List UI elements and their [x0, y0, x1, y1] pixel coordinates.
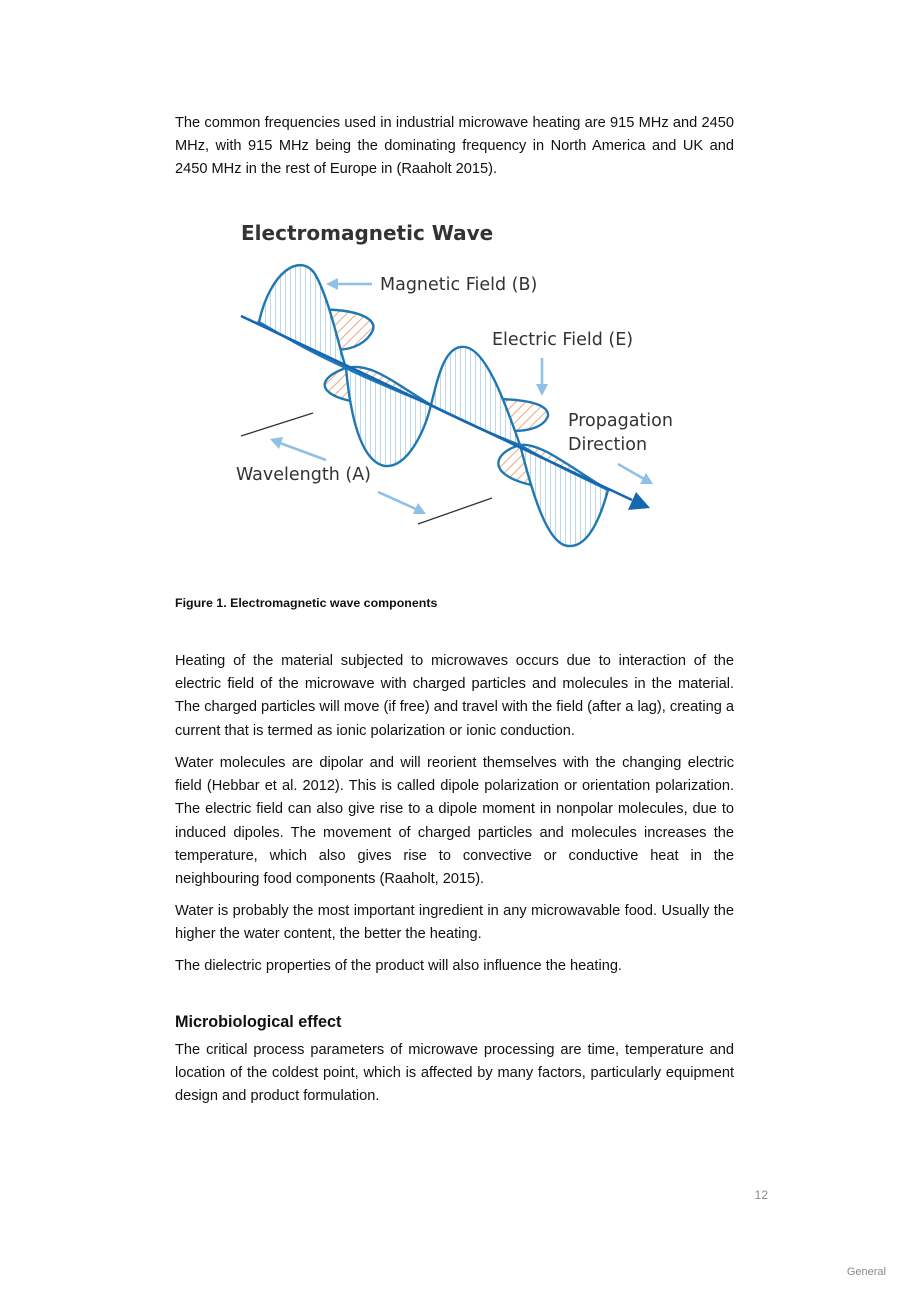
- paragraph-dielectric: The dielectric properties of the product will also influence the heating.: [175, 958, 622, 974]
- propagation-label-line2: Direction: [568, 435, 648, 455]
- wavelength-marker-line: [241, 413, 313, 436]
- propagation-label-line1: Propagation: [568, 411, 673, 431]
- electric-label-arrow: [536, 358, 548, 396]
- classification-label: General: [846, 1266, 886, 1278]
- propagation-label-arrow: [618, 464, 653, 484]
- magnetic-label-arrow: [326, 278, 372, 290]
- figure-title: Electromagnetic Wave: [241, 221, 494, 245]
- electric-field-label: Electric Field (E): [492, 330, 634, 350]
- paragraph-frequencies: The common frequencies used in industrial microwave heating are 915 MHz and 2450 MHz, with 915 MHz being the dominating frequency in North America and UK and 2450 MHz in the rest of Europe in (Raaholt 2015).: [175, 115, 734, 178]
- paragraph-critical-parameters: The critical process parameters of microwave processing are time, temperature and location of the coldest point, which is affected by many factors, particularly equipment design and product formulation.: [175, 1042, 734, 1105]
- paragraph-water-dipolar: Water molecules are dipolar and will reorient themselves with the changing electric field (Hebbar et al. 2012). This is called dipole polarization or orientation polarization. The electric field can also give rise to a dipole moment in nonpolar molecules, due to induced dipoles. The movement of charged particles and molecules increases the temperature, which also gives rise to convective or conductive heat in the neighbouring food components (Raaholt, 2015).: [175, 755, 734, 888]
- magnetic-field-label: Magnetic Field (B): [380, 275, 538, 295]
- electromagnetic-wave-figure: [230, 212, 690, 552]
- figure-caption: Figure 1. Electromagnetic wave components: [175, 596, 438, 610]
- paragraph-water-important: Water is probably the most important ingredient in any microwavable food. Usually the higher the water content, the better the heating.: [175, 903, 734, 943]
- wavelength-marker-line: [418, 498, 492, 524]
- paragraph-heating-interaction: Heating of the material subjected to microwaves occurs due to interaction of the electric field of the microwave with charged particles and molecules in the material. The charged particles will move (if free) and travel with the field (after a lag), creating a current that is termed as ionic polarization or ionic conduction.: [175, 653, 734, 739]
- section-heading: Microbiological effect: [175, 1013, 342, 1031]
- page-number: 12: [754, 1188, 768, 1202]
- magnetic-field-lobe: [431, 347, 520, 445]
- magnetic-field-lobe: [520, 445, 608, 546]
- wavelength-label: Wavelength (A): [236, 465, 372, 485]
- wavelength-right-arrow: [378, 492, 426, 514]
- wavelength-left-arrow: [270, 437, 326, 460]
